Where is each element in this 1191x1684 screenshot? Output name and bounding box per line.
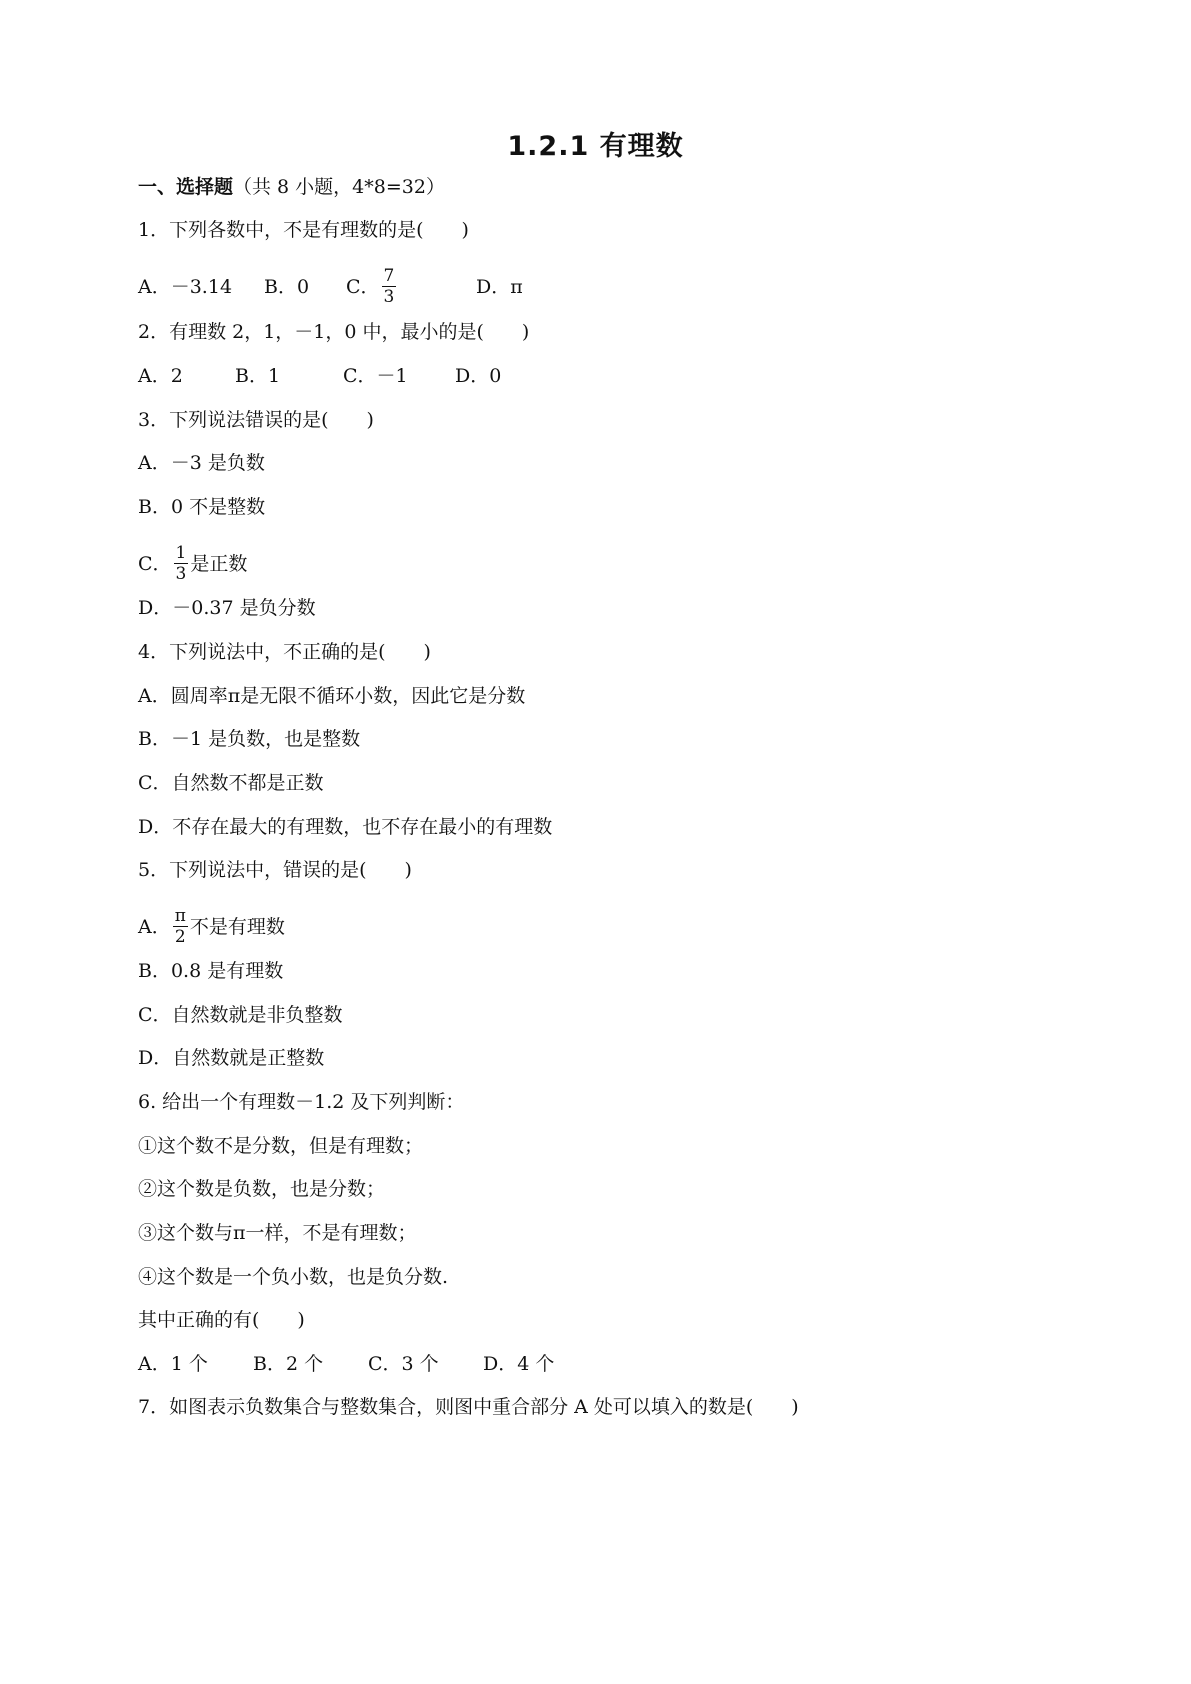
q3-option-a: A．－3 是负数 xyxy=(138,452,265,474)
q4-option-c: C．自然数不都是正数 xyxy=(138,772,324,794)
q6-option-b: B．2 个 xyxy=(253,1353,324,1375)
q4-option-b: B．－1 是负数，也是整数 xyxy=(138,728,361,750)
q1-stem: 1．下列各数中，不是有理数的是( ) xyxy=(138,219,469,241)
q3-option-d: D．－0.37 是负分数 xyxy=(138,597,316,619)
q5-stem: 5．下列说法中，错误的是( ) xyxy=(138,859,412,881)
q1-option-d: D．π xyxy=(476,275,523,298)
q2-options xyxy=(138,364,501,388)
q5-option-a xyxy=(138,906,285,947)
q5-option-d: D．自然数就是正整数 xyxy=(138,1047,325,1069)
q4-option-a: A．圆周率π是无限不循环小数，因此它是分数 xyxy=(138,685,526,707)
q4-option-d: D．不存在最大的有理数，也不存在最小的有理数 xyxy=(138,816,553,838)
section-heading xyxy=(138,175,445,199)
q1-option-a: A．－3.14 xyxy=(138,275,233,298)
q2-option-d: D．0 xyxy=(455,365,502,387)
fraction-numerator: π xyxy=(174,906,186,926)
q5-option-b: B．0.8 是有理数 xyxy=(138,960,284,982)
fraction-denominator: 3 xyxy=(383,287,395,307)
q2-option-b: B．1 xyxy=(235,365,281,387)
q6-statement-3: ③这个数与π一样，不是有理数； xyxy=(138,1222,417,1244)
q3-stem: 3．下列说法错误的是( ) xyxy=(138,409,374,431)
q6-stem: 6. 给出一个有理数－1.2 及下列判断： xyxy=(138,1091,465,1113)
q2-option-c: C．－1 xyxy=(343,365,408,387)
q3-option-c-fraction xyxy=(174,543,189,584)
q6-option-c: C．3 个 xyxy=(368,1353,439,1375)
q6-options xyxy=(138,1352,554,1376)
q2-option-a: A．2 xyxy=(138,365,183,387)
q1-option-b: B．0 xyxy=(264,275,310,298)
q1-options xyxy=(138,266,523,307)
q6-option-d: D．4 个 xyxy=(483,1353,555,1375)
fraction-numerator: 1 xyxy=(175,543,187,563)
q4-stem: 4．下列说法中，不正确的是( ) xyxy=(138,641,431,663)
q6-statement-2: ②这个数是负数，也是分数； xyxy=(138,1178,386,1200)
q6-option-a: A．1 个 xyxy=(138,1353,208,1375)
q6-statement-1: ①这个数不是分数，但是有理数； xyxy=(138,1135,424,1157)
q1-option-c-fraction xyxy=(382,266,397,307)
q3-option-c xyxy=(138,543,247,584)
section-note: （共 8 小题，4*8=32） xyxy=(233,176,445,198)
fraction-numerator: 7 xyxy=(383,266,395,286)
q6-statement-4: ④这个数是一个负小数，也是负分数. xyxy=(138,1266,449,1288)
q3-option-b: B．0 不是整数 xyxy=(138,496,266,518)
q2-stem: 2．有理数 2，1，－1，0 中，最小的是( ) xyxy=(138,321,530,343)
q3-option-c-prefix: C． xyxy=(138,552,172,575)
fraction-denominator: 3 xyxy=(175,564,187,584)
q6-question: 其中正确的有( ) xyxy=(138,1309,305,1331)
q5-option-a-fraction xyxy=(173,906,188,947)
q5-option-a-suffix: 不是有理数 xyxy=(189,915,285,938)
page-title: 1.2.1 有理数 xyxy=(507,131,684,162)
q5-option-c: C．自然数就是非负整数 xyxy=(138,1004,343,1026)
fraction-denominator: 2 xyxy=(174,927,186,947)
q3-option-c-suffix: 是正数 xyxy=(190,552,248,575)
section-label: 一、选择题 xyxy=(138,176,234,198)
q5-option-a-prefix: A． xyxy=(138,915,171,938)
q7-stem: 7．如图表示负数集合与整数集合，则图中重合部分 A 处可以填入的数是( ) xyxy=(138,1396,799,1418)
q1-option-c-prefix: C． xyxy=(346,275,380,298)
q1-option-c xyxy=(346,266,476,307)
